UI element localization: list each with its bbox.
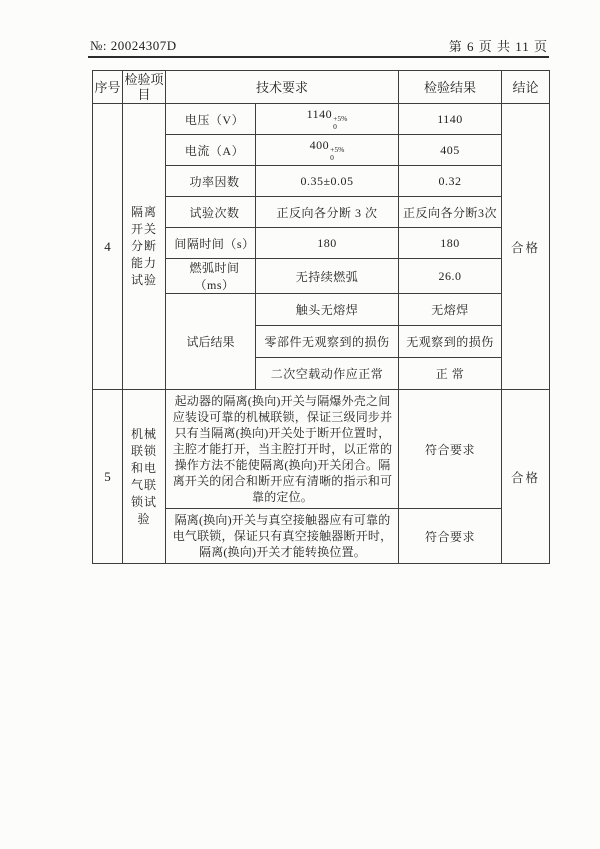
- post-test-label: 试后结果: [166, 294, 256, 390]
- row4-param-requirement: 正反向各分断 3 次: [256, 197, 399, 228]
- table-row: [93, 104, 550, 135]
- document-number: [90, 38, 177, 54]
- page-number-info: 第 6 页 共 11 页: [448, 39, 548, 54]
- row4-param-requirement: 180: [256, 228, 399, 259]
- row5-requirement-text: 隔离(换向)开关与真空接触器应有可靠的电气联锁，保证只有真空接触器断开时，隔离(换向)开关才能转换位置。: [166, 509, 399, 564]
- row4-seq: 4: [93, 104, 123, 390]
- header-item: 检验项目: [124, 72, 164, 102]
- row5-requirement-text: 起动器的隔离(换向)开关与隔爆外壳之间应装设可靠的机械联锁，保证三级同步并只有当隔离(换向)开关处于断开位置时，主腔才能打开，当主腔打开时，以正常的操作方法不能使隔离(换向)开关闭合。隔离开关的闭合和断开应有清晰的指示和可靠的定位。: [166, 390, 399, 509]
- row4-param-name: 功率因数: [166, 166, 256, 197]
- row5-item-label: 机械联锁和电气联锁试验: [123, 390, 166, 564]
- row4-param-result: 0.32: [399, 166, 502, 197]
- header-seq: 序号: [93, 71, 123, 104]
- requirement-value: 1140: [306, 107, 333, 121]
- inspection-report-table: [92, 70, 550, 564]
- header-conclusion: 结论: [502, 71, 550, 104]
- row4-param-requirement: [256, 104, 399, 135]
- tolerance-lower: 0: [330, 153, 334, 162]
- tolerance-notation: [330, 146, 344, 162]
- row5-result: 符合要求: [399, 390, 502, 509]
- post-test-requirement: 零部件无观察到的损伤: [256, 326, 399, 358]
- row4-param-result: 180: [399, 228, 502, 259]
- post-test-requirement: 触头无熔焊: [256, 294, 399, 326]
- post-test-requirement: 二次空载动作应正常: [256, 358, 399, 390]
- header-divider-line: [88, 56, 549, 58]
- row4-param-result: 405: [399, 135, 502, 166]
- post-test-result: 无熔焊: [399, 294, 502, 326]
- row4-param-result: 1140: [399, 104, 502, 135]
- document-number-label: №:: [90, 38, 108, 53]
- tolerance-notation: [333, 115, 347, 131]
- row4-param-name: 试验次数: [166, 197, 256, 228]
- requirement-value: 400: [309, 138, 330, 152]
- tolerance-upper: +5%: [330, 145, 345, 154]
- row5-conclusion: 合格: [502, 390, 550, 564]
- tolerance-upper: +5%: [333, 114, 348, 123]
- row5-seq: 5: [93, 390, 123, 564]
- post-test-result: 无观察到的损伤: [399, 326, 502, 358]
- tolerance-lower: 0: [333, 122, 337, 131]
- table-row: [93, 390, 550, 509]
- row4-param-requirement: 无持续燃弧: [256, 259, 399, 294]
- post-test-result: 正 常: [399, 358, 502, 390]
- row4-param-result: 26.0: [399, 259, 502, 294]
- row4-conclusion: 合格: [502, 104, 550, 390]
- row4-item-label: 隔离开关分断能力试验: [123, 104, 166, 390]
- document-number-value: 20024307D: [110, 38, 177, 53]
- row4-param-name: 电流（A）: [166, 135, 256, 166]
- row4-param-requirement: 0.35±0.05: [256, 166, 399, 197]
- row4-param-requirement: [256, 135, 399, 166]
- header-result: 检验结果: [399, 71, 502, 104]
- row4-param-name: 间隔时间（s）: [166, 228, 256, 259]
- header-requirement: 技术要求: [166, 71, 399, 104]
- row4-param-result: 正反向各分断3次: [399, 197, 502, 228]
- row4-param-name: 电压（V）: [166, 104, 256, 135]
- row4-param-name: 燃弧时间（ms）: [166, 259, 256, 294]
- table-header-row: [93, 71, 550, 104]
- row5-result: 符合要求: [399, 509, 502, 564]
